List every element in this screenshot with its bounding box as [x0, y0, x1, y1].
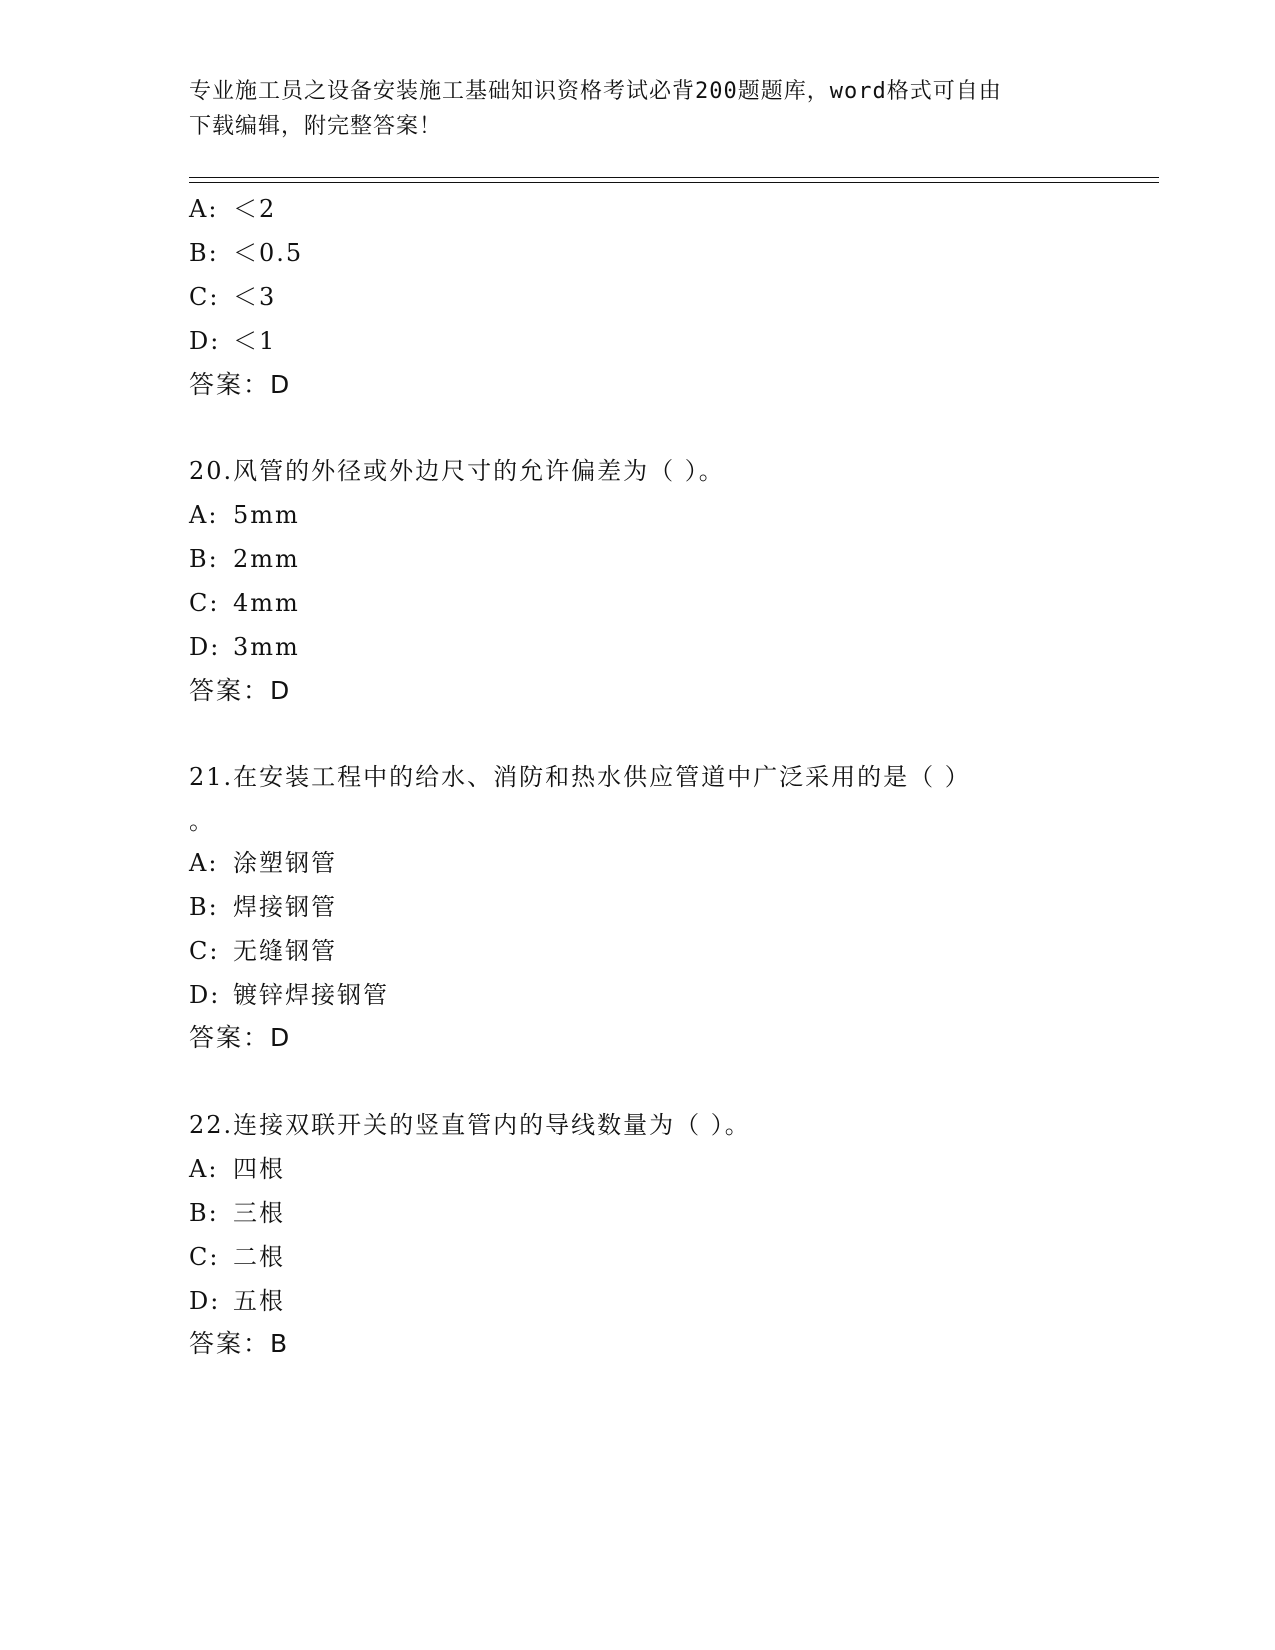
option-label: A: [189, 1155, 219, 1183]
option-text: ＜2 [233, 195, 277, 223]
q20-option-c [189, 588, 300, 618]
q20-option-a [189, 500, 300, 530]
option-label: C: [189, 283, 220, 311]
option-text: 4mm [233, 589, 300, 617]
header-line-2: 下载编辑，附完整答案！ [189, 114, 443, 139]
q22-option-b [189, 1198, 285, 1228]
option-text: ＜1 [233, 327, 277, 355]
option-text: ＜0.5 [233, 239, 304, 267]
option-label: B: [189, 1199, 219, 1227]
q22-answer [189, 1329, 287, 1359]
option-label: A: [189, 501, 219, 529]
option-text: 涂塑钢管 [233, 849, 337, 877]
option-label: C: [189, 589, 220, 617]
q21-answer [189, 1023, 289, 1053]
header-divider-top [189, 177, 1159, 178]
option-label: A: [189, 195, 219, 223]
option-text: 焊接钢管 [233, 893, 337, 921]
q20-option-d [189, 632, 300, 662]
q19-option-b [189, 238, 303, 268]
option-text: 三根 [233, 1199, 285, 1227]
option-label: C: [189, 1243, 220, 1271]
answer-label: 答案： [189, 370, 271, 399]
option-label: D: [189, 327, 221, 355]
option-text: 无缝钢管 [233, 937, 337, 965]
option-label: C: [189, 937, 220, 965]
option-text: 3mm [233, 633, 300, 661]
q19-option-a [189, 194, 276, 224]
option-label: B: [189, 893, 219, 921]
option-text: ＜3 [233, 283, 277, 311]
option-label: B: [189, 545, 219, 573]
option-text: 五根 [233, 1287, 285, 1315]
q21-option-a [189, 848, 337, 878]
q22-option-a [189, 1154, 285, 1184]
q21-option-c [189, 936, 337, 966]
option-text: 5mm [233, 501, 300, 529]
option-label: B: [189, 239, 219, 267]
answer-label: 答案： [189, 1023, 271, 1052]
option-text: 二根 [233, 1243, 285, 1271]
option-label: D: [189, 1287, 221, 1315]
q20-answer [189, 676, 289, 706]
option-label: D: [189, 633, 221, 661]
q20-option-b [189, 544, 300, 574]
header-divider-bottom [189, 182, 1159, 183]
q19-option-c [189, 282, 276, 312]
q21-option-d [189, 980, 389, 1010]
option-text: 四根 [233, 1155, 285, 1183]
option-text: 2mm [233, 545, 300, 573]
option-label: A: [189, 849, 219, 877]
answer-label: 答案： [189, 1329, 271, 1358]
q19-answer [189, 370, 289, 400]
header-line-1: 专业施工员之设备安装施工基础知识资格考试必背200题题库，word格式可自由 [189, 79, 1002, 104]
q22-option-c [189, 1242, 285, 1272]
answer-value: D [270, 370, 290, 399]
q21-question-tail: 。 [189, 807, 215, 835]
answer-value: B [270, 1329, 288, 1358]
q22-option-d [189, 1286, 285, 1316]
document-header [189, 74, 1089, 144]
q20-question: 20.风管的外径或外边尺寸的允许偏差为（ ）。 [189, 457, 725, 485]
answer-label: 答案： [189, 676, 271, 705]
option-label: D: [189, 981, 221, 1009]
q21-question: 21.在安装工程中的给水、消防和热水供应管道中广泛采用的是（ ） [189, 763, 971, 791]
option-text: 镀锌焊接钢管 [233, 981, 389, 1009]
q22-question: 22.连接双联开关的竖直管内的导线数量为（ ）。 [189, 1111, 751, 1139]
q21-option-b [189, 892, 337, 922]
answer-value: D [270, 676, 290, 705]
answer-value: D [270, 1023, 290, 1052]
q19-option-d [189, 326, 276, 356]
